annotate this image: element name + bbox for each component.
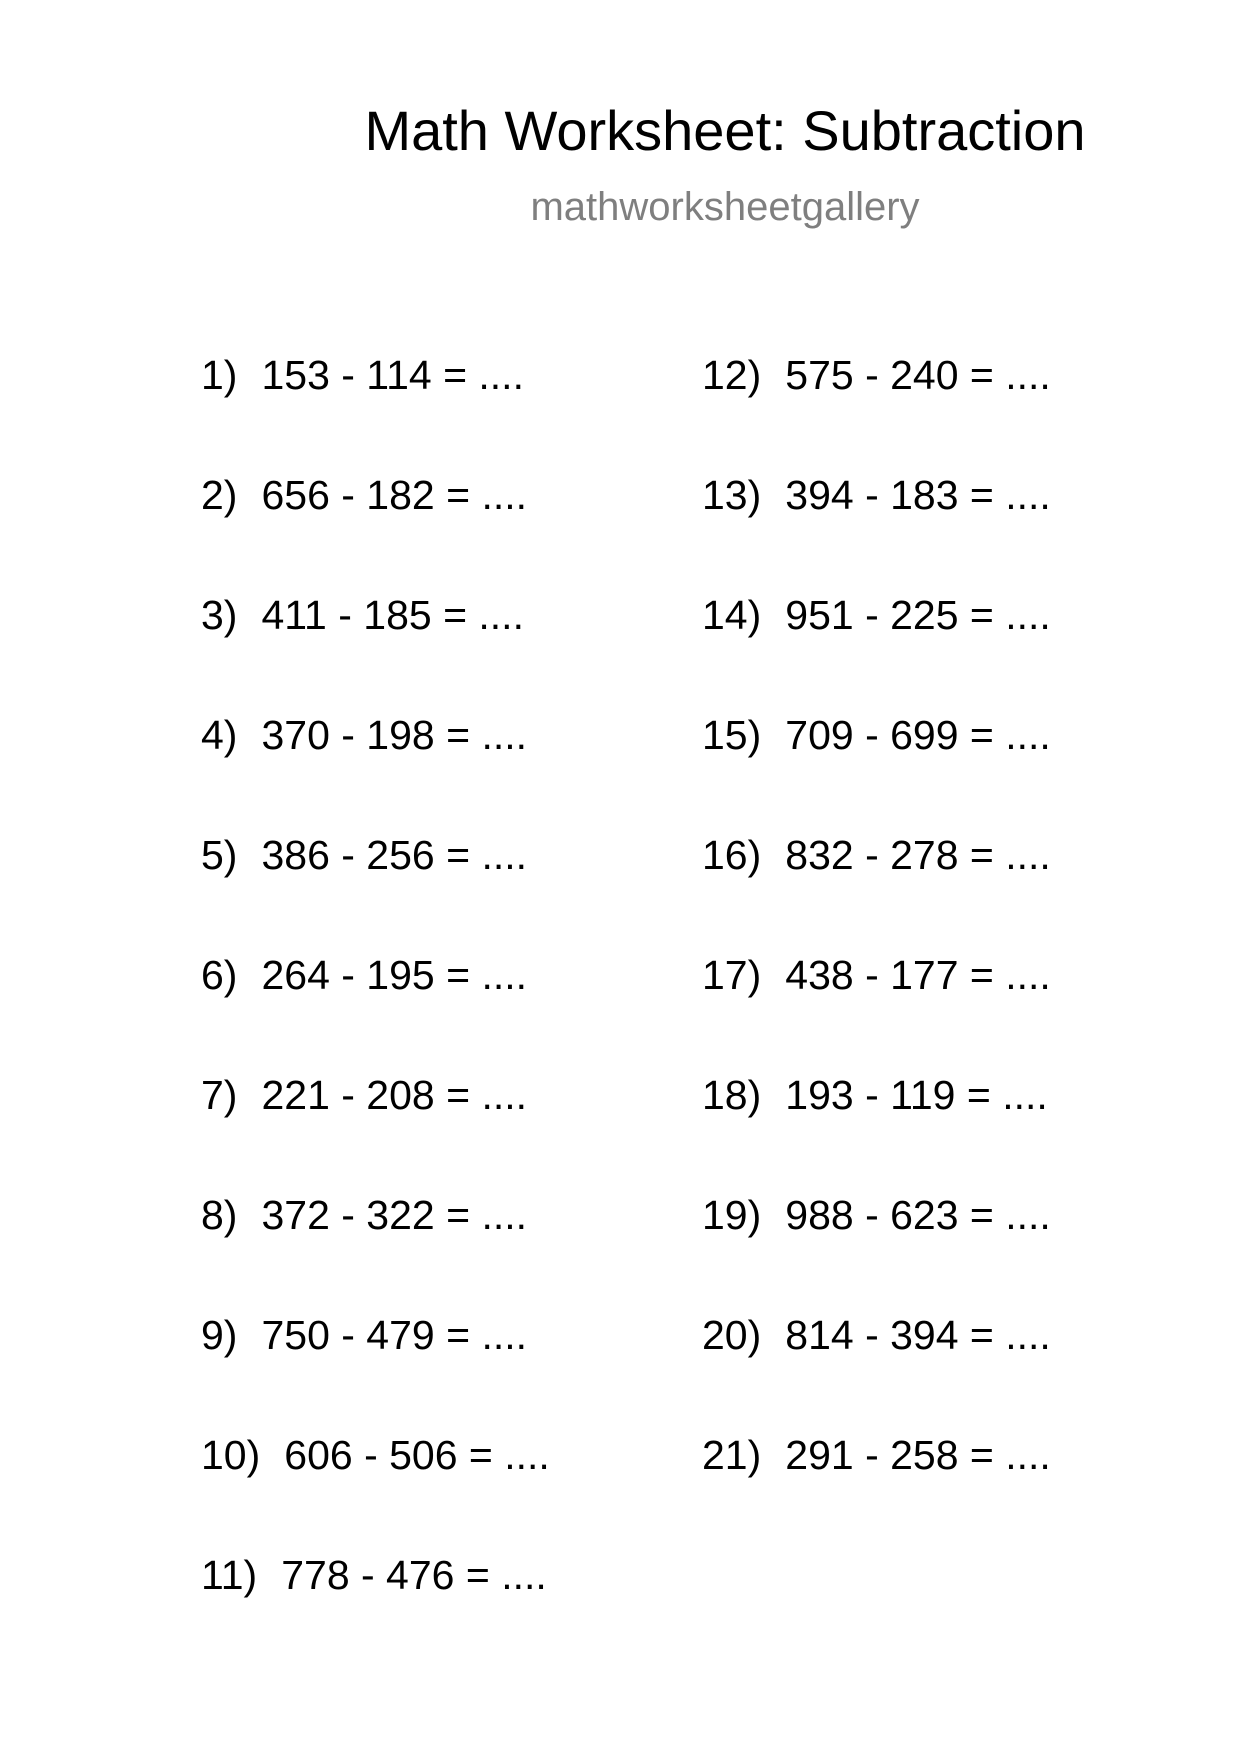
problem-item [201,711,741,831]
problem-expression: 370 - 198 = .... [261,712,528,758]
problem-item [201,1431,741,1551]
problem-expression: 575 - 240 = .... [785,352,1051,398]
problem-number: 9) [201,1312,238,1358]
problem-number: 12) [702,352,762,398]
problem-expression: 386 - 256 = .... [261,832,528,878]
problem-item [702,831,1240,951]
problem-expression: 193 - 119 = .... [785,1072,1048,1118]
problem-number: 17) [702,952,762,998]
problem-expression: 778 - 476 = .... [281,1552,547,1598]
problem-item [702,1311,1240,1431]
problem-item [702,1431,1240,1551]
problem-number: 11) [201,1552,258,1598]
problem-number: 14) [702,592,762,638]
page-title: Math Worksheet: Subtraction [364,99,1086,162]
problem-number: 13) [702,472,762,518]
problem-item [702,951,1240,1071]
problem-number: 19) [702,1192,762,1238]
problem-item [201,591,741,711]
problem-item [201,471,741,591]
problem-item [201,951,741,1071]
problem-number: 10) [201,1432,261,1478]
problem-item [201,1311,741,1431]
problem-item [201,351,741,471]
problem-expression: 814 - 394 = .... [785,1312,1051,1358]
problem-number: 3) [201,592,238,638]
problem-number: 5) [201,832,238,878]
problem-item [702,351,1240,471]
problem-number: 21) [702,1432,762,1478]
problem-item [702,591,1240,711]
problem-number: 8) [201,1192,238,1238]
problem-column-left [201,351,741,1671]
page-subtitle: mathworksheetgallery [530,185,920,229]
problem-number: 6) [201,952,238,998]
problem-item [702,1191,1240,1311]
problem-item [702,711,1240,831]
problem-expression: 264 - 195 = .... [261,952,528,998]
problem-expression: 153 - 114 = .... [261,352,524,398]
problem-expression: 221 - 208 = .... [261,1072,528,1118]
problem-item [702,471,1240,591]
problem-expression: 291 - 258 = .... [785,1432,1051,1478]
problem-expression: 656 - 182 = .... [261,472,528,518]
problem-expression: 832 - 278 = .... [785,832,1051,878]
problem-number: 15) [702,712,762,758]
problem-expression: 988 - 623 = .... [785,1192,1051,1238]
problem-number: 4) [201,712,238,758]
problem-expression: 951 - 225 = .... [785,592,1051,638]
problem-number: 18) [702,1072,762,1118]
problem-expression: 394 - 183 = .... [785,472,1051,518]
problem-item [702,1071,1240,1191]
problem-expression: 411 - 185 = .... [261,592,524,638]
problem-column-right [702,351,1240,1551]
problem-item [201,1551,741,1671]
problem-number: 20) [702,1312,762,1358]
problem-number: 7) [201,1072,238,1118]
problem-number: 2) [201,472,238,518]
problem-item [201,1071,741,1191]
problem-expression: 709 - 699 = .... [785,712,1051,758]
problem-expression: 750 - 479 = .... [261,1312,528,1358]
problem-item [201,831,741,951]
problem-expression: 372 - 322 = .... [261,1192,528,1238]
problem-item [201,1191,741,1311]
problem-expression: 606 - 506 = .... [284,1432,550,1478]
problem-expression: 438 - 177 = .... [785,952,1051,998]
problem-number: 16) [702,832,762,878]
problem-number: 1) [201,352,238,398]
